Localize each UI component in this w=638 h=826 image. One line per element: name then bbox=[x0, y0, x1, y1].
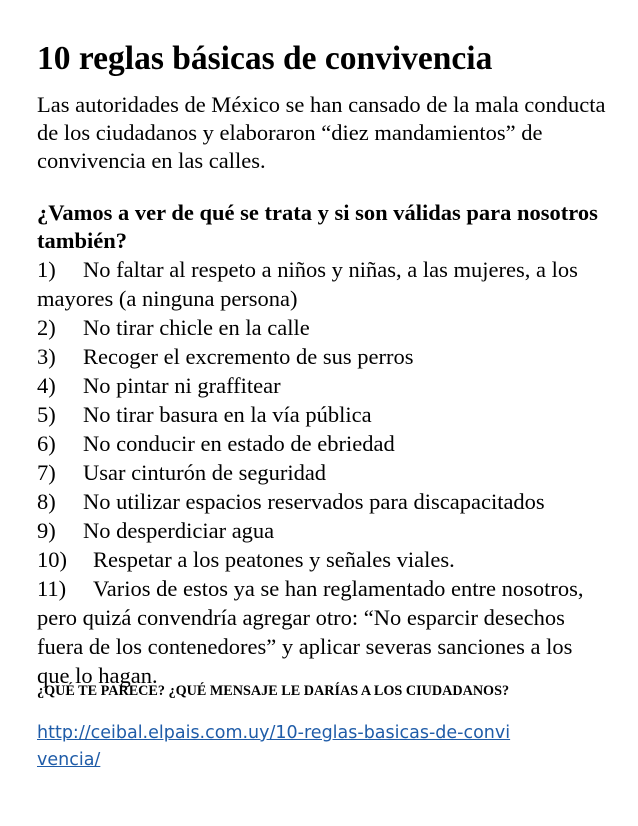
rule-number: 8) bbox=[37, 489, 56, 514]
question-heading: ¿Vamos a ver de qué se trata y si son válidas para nosotros también? bbox=[37, 200, 598, 253]
rule-item bbox=[37, 371, 607, 400]
rule-text: No pintar ni graffitear bbox=[83, 373, 281, 398]
rule-item bbox=[37, 487, 607, 516]
intro-paragraph: Las autoridades de México se han cansado de la mala conducta de los ciudadanos y elaboraron “diez mandamientos” de convivencia en las calles. bbox=[37, 92, 606, 173]
rule-text: Usar cinturón de seguridad bbox=[83, 460, 327, 485]
rule-item bbox=[37, 400, 607, 429]
rule-text: Recoger el excremento de sus perros bbox=[83, 344, 414, 369]
rule-text: No faltar al respeto a niños y niñas, a las mujeres, a los mayores (a ninguna persona) bbox=[37, 257, 578, 311]
rule-item bbox=[37, 342, 607, 371]
rule-text: No utilizar espacios reservados para discapacitados bbox=[83, 489, 545, 514]
rule-text: No tirar chicle en la calle bbox=[83, 315, 310, 340]
rule-text: No conducir en estado de ebriedad bbox=[83, 431, 395, 456]
source-link[interactable]: http://ceibal.elpais.com.uy/10-reglas-basicas-de-convivencia/ bbox=[37, 723, 511, 770]
document-title: 10 reglas básicas de convivencia bbox=[37, 40, 493, 77]
rule-number: 11) bbox=[37, 576, 67, 601]
rule-number: 1) bbox=[37, 257, 56, 282]
rule-item bbox=[37, 458, 607, 487]
rule-item bbox=[37, 516, 607, 545]
rule-text: No tirar basura en la vía pública bbox=[83, 402, 372, 427]
rule-number: 6) bbox=[37, 431, 56, 456]
closing-question: ¿QUÉ TE PARECE? ¿QUÉ MENSAJE LE DARÍAS A LOS CIUDADANOS? bbox=[37, 683, 510, 699]
rule-text: No desperdiciar agua bbox=[83, 518, 275, 543]
rule-number: 10) bbox=[37, 547, 67, 572]
rule-number: 7) bbox=[37, 460, 56, 485]
rule-item bbox=[37, 255, 607, 313]
rule-text: Respetar a los peatones y señales viales. bbox=[93, 547, 455, 572]
rule-item bbox=[37, 545, 607, 574]
rule-item bbox=[37, 313, 607, 342]
rule-number: 5) bbox=[37, 402, 56, 427]
rule-number: 2) bbox=[37, 315, 56, 340]
rule-number: 3) bbox=[37, 344, 56, 369]
rule-number: 9) bbox=[37, 518, 56, 543]
rules-list bbox=[37, 255, 607, 690]
rule-item bbox=[37, 429, 607, 458]
rule-number: 4) bbox=[37, 373, 56, 398]
rule-item bbox=[37, 574, 607, 690]
rule-text: Varios de estos ya se han reglamentado entre nosotros, pero quizá convendría agregar otro: “No esparcir desechos fuera de los contenedores” y aplicar severas sanciones a los que lo hagan. bbox=[37, 576, 584, 688]
